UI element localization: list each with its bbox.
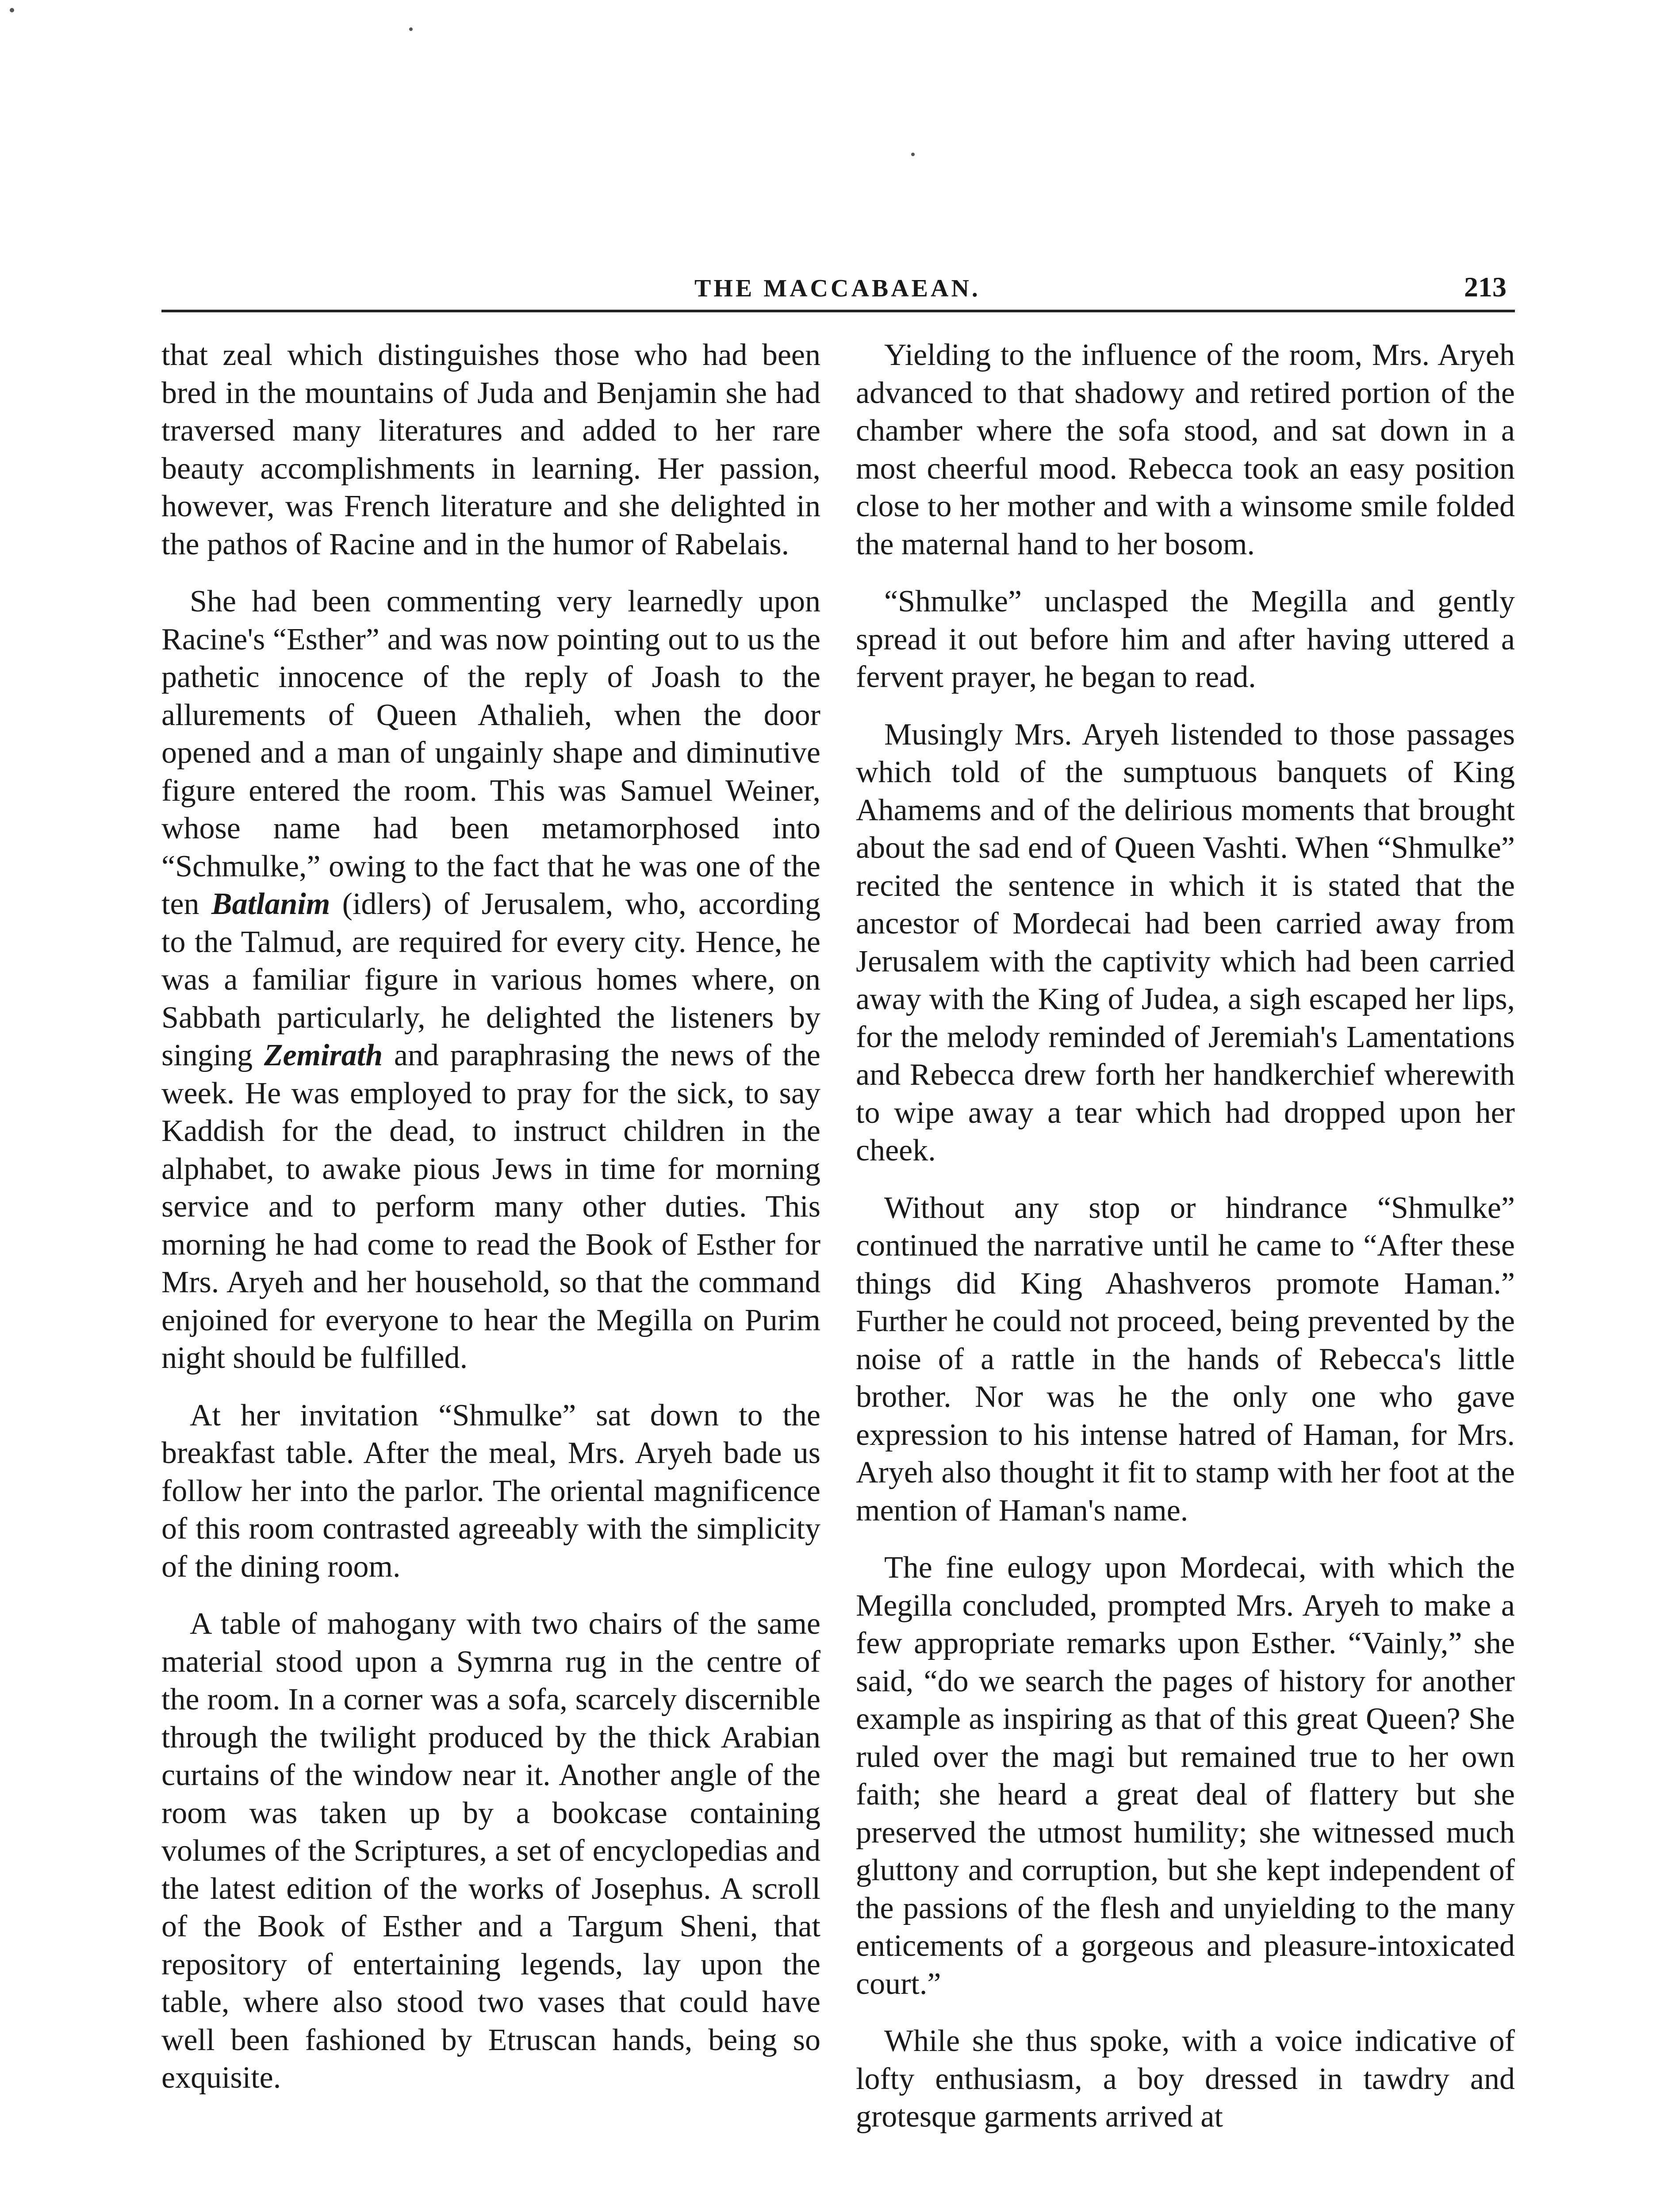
italic-term: Batlanim: [211, 887, 330, 921]
left-column: [161, 336, 820, 2097]
paragraph: The fine eulogy upon Mordecai, with which the Megilla concluded, prompted Mrs. Aryeh to make a few appropriate remarks upon Esther. “Vainly,” she said, “do we search the pages of history for another example as inspiring as that of this great Queen? She ruled over the magi but remained true to her own faith; she heard a great deal of flattery but she preserved the utmost humility; she witnessed much gluttony and corruption, but she kept independent of the passions of the flesh and unyielding to the many enticements of a gorgeous and pleasure-intoxicated court.”: [856, 1551, 1515, 2001]
paragraph: Yielding to the influence of the room, Mrs. Aryeh advanced to that shadowy and retired portion of the chamber where the sofa stood, and sat down in a most cheerful mood. Rebecca took an easy position close to her mother and with a winsome smile folded the maternal hand to her bosom.: [856, 338, 1515, 561]
paragraph: Without any stop or hindrance “Shmulke” continued the narrative until he came to “After these things did King Ahashveros promote Haman.” Further he could not proceed, being prevented by the noise of a rattle in the hands of Rebecca's little brother. Nor was he the only one who gave expression to his intense hatred of Haman, for Mrs. Aryeh also thought it fit to stamp with her foot at the mention of Haman's name.: [856, 1190, 1515, 1528]
paragraph-text: (idlers) of Jerusalem, who, according to the Talmud, are required for every city. Hence, he was a familiar figure in various homes where, on Sabbath particularly, he delighted the listeners by singing: [161, 887, 820, 1072]
scan-speck: [911, 153, 915, 156]
paragraph: At her invitation “Shmulke” sat down to the breakfast table. After the meal, Mrs. Aryeh bade us follow her into the parlor. The oriental magnificence of this room contrasted agreeably with the simplicity of the dining room.: [161, 1398, 820, 1584]
paragraph: A table of mahogany with two chairs of the same material stood upon a Symrna rug in the centre of the room. In a corner was a sofa, scarcely discernible through the twilight produced by the thick Arabian curtains of the window near it. Another angle of the room was taken up by a bookcase containing volumes of the Scriptures, a set of encyclopedias and the latest edition of the works of Josephus. A scroll of the Book of Esther and a Targum Sheni, that repository of entertaining legends, lay upon the table, where also stood two vases that could have well been fashioned by Etruscan hands, being so exquisite.: [161, 1607, 820, 2095]
italic-term: Zemirath: [264, 1038, 383, 1072]
header-rule: [161, 310, 1515, 312]
paragraph-text: and paraphrasing the news of the week. He was employed to pray for the sick, to say Kaddish for the dead, to instruct children in the alphabet, to awake pious Jews in time for morning service and to perform many other duties. This morning he had come to read the Book of Esther for Mrs. Aryeh and her household, so that the command enjoined for everyone to hear the Megilla on Purim night should be fulfilled.: [161, 1038, 820, 1375]
page-number: 213: [1464, 271, 1506, 303]
right-column: [856, 336, 1515, 2136]
paragraph: While she thus spoke, with a voice indicative of lofty enthusiasm, a boy dressed in tawdry and grotesque garments arrived at: [856, 2024, 1515, 2134]
paragraph-text: She had been commenting very learnedly upon Racine's “Esther” and was now pointing out to us the pathetic innocence of the reply of Joash to the allurements of Queen Athalieh, when the door opened and a man of ungainly shape and diminutive figure entered the room. This was Samuel Weiner, whose name had been metamorphosed into “Schmulke,” owing to the fact that he was one of the ten: [161, 584, 820, 921]
running-title: THE MACCABAEAN.: [694, 275, 981, 302]
paragraph: “Shmulke” unclasped the Megilla and gently spread it out before him and after having uttered a fervent prayer, he began to read.: [856, 584, 1515, 694]
scan-speck: [10, 8, 14, 12]
paragraph: Musingly Mrs. Aryeh listended to those passages which told of the sumptuous banquets of King Ahamems and of the delirious moments that brought about the sad end of Queen Vashti. When “Shmulke” recited the sentence in which it is stated that the ancestor of Mordecai had been carried away from Jerusalem with the captivity which had been carried away with the King of Judea, a sigh escaped her lips, for the melody reminded of Jeremiah's Lamentations and Rebecca drew forth her handkerchief wherewith to wipe away a tear which had dropped upon her cheek.: [856, 717, 1515, 1167]
paragraph: [161, 583, 820, 1377]
scan-speck: [409, 27, 413, 31]
paragraph: that zeal which distinguishes those who had been bred in the mountains of Juda and Benjamin she had traversed many literatures and added to her rare beauty accomplishments in learning. Her passion, however, was French literature and she delighted in the pathos of Racine and in the humor of Rabelais.: [161, 338, 820, 561]
